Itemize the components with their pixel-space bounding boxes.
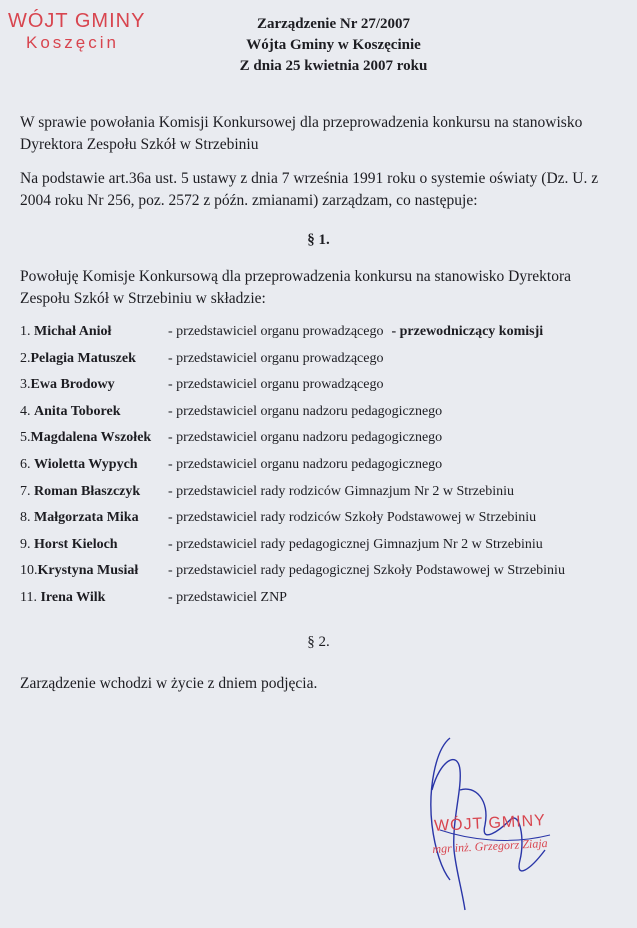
stamp-bottom bbox=[400, 812, 580, 857]
member-row bbox=[20, 481, 630, 503]
header-line3: Z dnia 25 kwietnia 2007 roku bbox=[239, 58, 428, 74]
member-name: Michał Anioł bbox=[34, 324, 112, 339]
member-role bbox=[168, 534, 543, 556]
member-name: Ewa Brodowy bbox=[30, 377, 115, 393]
member-entry bbox=[20, 534, 118, 556]
member-number: 8. bbox=[20, 510, 34, 526]
member-row bbox=[20, 587, 630, 609]
member-name: Horst Kieloch bbox=[34, 536, 118, 552]
member-entry bbox=[20, 481, 140, 503]
member-role-text: - przedstawiciel organu prowadzącego bbox=[168, 324, 384, 339]
member-row bbox=[20, 560, 630, 582]
member-number: 6. bbox=[20, 457, 34, 472]
header-line1: Zarządzenie Nr 27/2007 bbox=[256, 16, 411, 32]
member-number: 5. bbox=[20, 430, 31, 446]
member-entry bbox=[20, 560, 138, 582]
header-line2: Wójta Gminy w Koszęcinie bbox=[246, 37, 421, 53]
member-role-text: - przedstawiciel rady pedagogicznej Gimnazjum Nr 2 w Strzebiniu bbox=[168, 536, 543, 552]
member-name: Krystyna Musiał bbox=[37, 563, 139, 579]
member-role bbox=[168, 374, 383, 396]
subject-paragraph: W sprawie powołania Komisji Konkursowej dla przeprowadzenia konkursu na stanowisko Dyrektora Zespołu Szkół w Strzebiniu bbox=[20, 114, 583, 153]
member-role bbox=[168, 427, 442, 449]
stamp-top-line2: Koszęcin bbox=[26, 33, 119, 52]
member-number: 10. bbox=[20, 563, 38, 579]
legal-basis-paragraph: Na podstawie art.36a ust. 5 ustawy z dnia 7 września 1991 roku o systemie oświaty (Dz. U. z 2004 roku Nr 256, poz. 2572 z późn. zmianami) zarządzam, co następuje: bbox=[20, 170, 599, 209]
stamp-top-line1: WÓJT GMINY bbox=[8, 10, 146, 32]
member-role-text: - przedstawiciel ZNP bbox=[168, 590, 287, 605]
member-role bbox=[168, 481, 514, 503]
member-role bbox=[168, 454, 442, 476]
member-role-text: - przedstawiciel organu nadzoru pedagogicznego bbox=[168, 457, 443, 472]
member-role bbox=[168, 507, 536, 529]
member-row bbox=[20, 427, 630, 449]
member-role-text: - przedstawiciel organu prowadzącego bbox=[168, 377, 384, 393]
member-role-text: - przedstawiciel organu prowadzącego bbox=[168, 350, 384, 366]
member-row bbox=[20, 534, 630, 556]
member-function: - przewodniczący komisji bbox=[391, 324, 544, 339]
member-row bbox=[20, 454, 630, 476]
member-row bbox=[20, 374, 630, 396]
member-name: Irena Wilk bbox=[40, 590, 106, 605]
member-name: Magdalena Wszołek bbox=[30, 430, 152, 446]
member-entry bbox=[20, 587, 105, 609]
section1-intro: Powołuję Komisje Konkursową dla przeprowadzenia konkursu na stanowisko Dyrektora Zespołu Szkół w Strzebiniu w składzie: bbox=[20, 268, 571, 307]
member-entry bbox=[20, 401, 121, 423]
member-number: 2. bbox=[20, 350, 31, 366]
member-entry bbox=[20, 507, 139, 529]
member-number: 3. bbox=[20, 377, 31, 393]
member-role-text: - przedstawiciel rady pedagogicznej Szkoły Podstawowej w Strzebiniu bbox=[168, 563, 565, 579]
member-entry bbox=[20, 427, 151, 449]
stamp-bottom-line2: mgr inż. Grzegorz Ziaja bbox=[431, 835, 548, 857]
section2-text: Zarządzenie wchodzi w życie z dniem podjęcia. bbox=[20, 675, 318, 692]
member-row bbox=[20, 321, 630, 343]
member-row bbox=[20, 507, 630, 529]
member-entry bbox=[20, 321, 111, 343]
member-role-text: - przedstawiciel rady rodziców Gimnazjum Nr 2 w Strzebiniu bbox=[168, 483, 515, 499]
member-entry bbox=[20, 348, 136, 370]
member-row bbox=[20, 348, 630, 370]
stamp-bottom-line1: WÓJT GMINY bbox=[433, 812, 547, 835]
section2-heading: § 2. bbox=[307, 634, 330, 650]
section1-heading: § 1. bbox=[307, 232, 330, 248]
member-name: Roman Błaszczyk bbox=[34, 483, 141, 499]
member-role-text: - przedstawiciel organu nadzoru pedagogicznego bbox=[168, 403, 443, 419]
member-role bbox=[168, 587, 287, 609]
member-number: 9. bbox=[20, 536, 34, 552]
member-role-text: - przedstawiciel organu nadzoru pedagogicznego bbox=[168, 430, 443, 446]
document-header bbox=[0, 14, 637, 77]
member-entry bbox=[20, 374, 115, 396]
member-name: Pelagia Matuszek bbox=[30, 350, 136, 366]
member-entry bbox=[20, 454, 138, 476]
member-role-text: - przedstawiciel rady rodziców Szkoły Podstawowej w Strzebiniu bbox=[168, 510, 537, 526]
member-role bbox=[168, 401, 442, 423]
member-number: 1. bbox=[20, 324, 34, 339]
member-role bbox=[168, 560, 565, 582]
member-name: Anita Toborek bbox=[34, 403, 121, 419]
member-number: 7. bbox=[20, 483, 34, 499]
member-role bbox=[168, 321, 543, 343]
member-role bbox=[168, 348, 383, 370]
member-number: 11. bbox=[20, 590, 41, 605]
member-name: Wioletta Wypych bbox=[34, 457, 138, 472]
member-row bbox=[20, 401, 630, 423]
member-number: 4. bbox=[20, 403, 34, 419]
member-name: Małgorzata Mika bbox=[34, 510, 139, 526]
